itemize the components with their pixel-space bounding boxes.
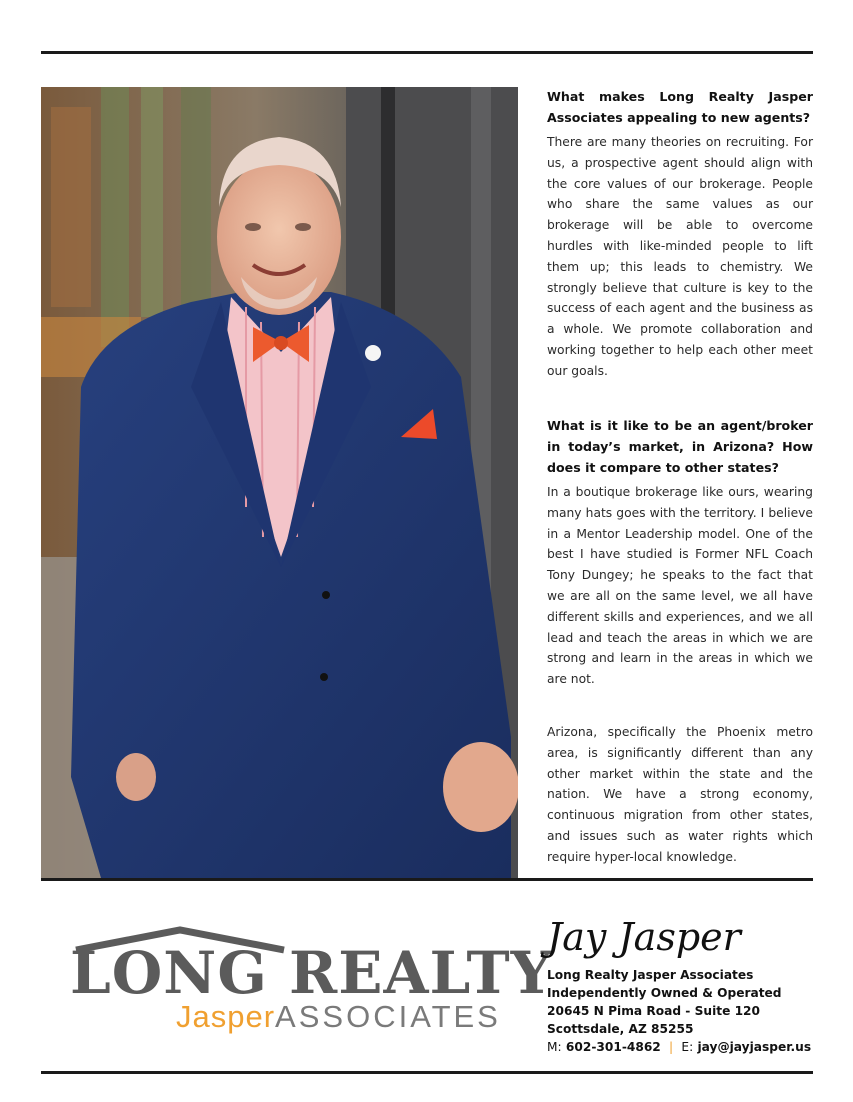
- signature-name: Jay Jasper: [547, 915, 741, 959]
- mobile-number[interactable]: 602-301-4862: [565, 1040, 661, 1054]
- phone-email-line: [547, 1038, 811, 1056]
- mobile-label: M:: [547, 1040, 562, 1054]
- ownership-note: Independently Owned & Operated: [547, 986, 782, 1000]
- street-address: 20645 N Pima Road - Suite 120: [547, 1004, 761, 1018]
- answer-paragraph: There are many theories on recruiting. For us, a prospective agent should align with the core values of our brokerage. People who share the same values as our brokerage will be able to overcome hurdles with like-minded people to lift them up; this leads to chemistry. We strongly believe that culture is key to the success of each agent and the business as a whole. We promote collaboration and working together to help each other meet our goals.: [547, 135, 813, 378]
- logo-sub-jasper: Jasper: [176, 999, 276, 1034]
- middle-rule: [41, 878, 813, 881]
- question-heading: What makes Long Realty Jasper Associates appealing to new agents?: [547, 89, 813, 125]
- question-heading: What is it like to be an agent/broker in today’s market, in Arizona? How does it compare to other states?: [547, 418, 813, 475]
- city-state-zip: Scottsdale, AZ 85255: [547, 1022, 694, 1036]
- answer-paragraph: Arizona, specifically the Phoenix metro area, is significantly different than any other market within the state and the nation. We have a strong economy, continuous migration from other states, and issues such as water rights which require hyper-local knowledge.: [547, 725, 813, 864]
- logo-wordmark: LONG REALTY: [70, 939, 554, 1007]
- contact-block: [547, 966, 811, 1056]
- top-rule: [41, 51, 813, 54]
- company-logo: [70, 928, 554, 1038]
- answer-paragraph: In a boutique brokerage like ours, wearing many hats goes with the territory. I believe in a Mentor Leadership model. One of the best I have studied is Former NFL Coach Tony Dungey; he speaks to the fact that we are all on the same level, we all have different skills and experiences, and we all lead and teach the areas in which we are strong and learn in the areas in which we are not.: [547, 485, 813, 687]
- email-address[interactable]: jay@jayjasper.us: [697, 1040, 812, 1054]
- logo-sub-associates: ASSOCIATES: [275, 999, 501, 1034]
- email-label: E:: [681, 1040, 694, 1054]
- logo-subtitle: [176, 1000, 501, 1034]
- company-name: Long Realty Jasper Associates: [547, 968, 754, 982]
- portrait-photo: [41, 87, 518, 878]
- bottom-rule: [41, 1071, 813, 1074]
- separator: |: [669, 1040, 674, 1054]
